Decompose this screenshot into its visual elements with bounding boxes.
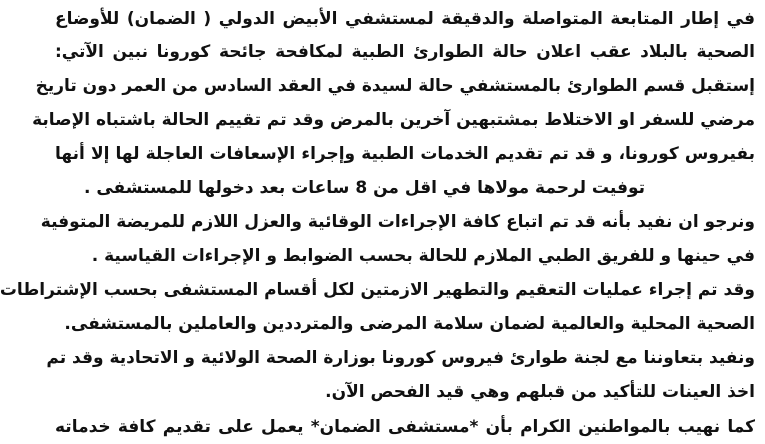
document-line-10: الصحية المحلية والعالمية لضمان سلامة المرضى والمترددين والعاملين بالمستشفى. [64,314,755,334]
document-line-13: كما نهيب بالمواطنين الكرام بأن *مستشفى الضمان* يعمل على تقديم كافة خدماته [55,417,755,437]
document-line-4: مرضي للسفر او الاختلاط بمشتبهين آخرين بالمرض وقد تم تقييم الحالة باشتباه الإصابة [32,110,755,130]
document-line-2: الصحية بالبلاد عقب اعلان حالة الطوارئ الطبية لمكافحة جائحة كورونا نبين الآتي: [55,42,755,62]
document-line-12: اخذ العينات للتأكيد من قبلهم وهي قيد الفحص الآن. [325,382,755,402]
document-line-3: إستقبل قسم الطوارئ بالمستشفي حالة لسيدة في العقد السادس من العمر دون تاريخ [35,76,755,96]
document-line-7: ونرجو ان نفيد بأنه قد تم اتباع كافة الإجراءات الوقائية والعزل اللازم للمريضة المتوفية [40,212,755,232]
document-line-5: بفيروس كورونا، و قد تم تقديم الخدمات الطبية وإجراء الإسعافات العاجلة لها إلا أنها [55,144,755,164]
document-line-11: ونفيد بتعاوننا مع لجنة طوارئ فيروس كورونا بوزارة الصحة الولائية و الاتحادية وقد تم [46,348,755,368]
document-line-1: في إطار المتابعة المتواصلة والدقيقة لمستشفي الأبيض الدولي ( الضمان) للأوضاع [55,9,755,29]
document-line-8: في حينها و للفريق الطبي الملازم للحالة بحسب الضوابط و الإجراءات القياسية . [91,246,755,266]
document-line-6: توفيت لرحمة مولاها في اقل من 8 ساعات بعد دخولها للمستشفى . [83,178,645,198]
document-line-9: وقد تم إجراء عمليات التعقيم والتطهير الازمتين لكل أقسام المستشفى بحسب الإشتراطات [0,280,755,300]
